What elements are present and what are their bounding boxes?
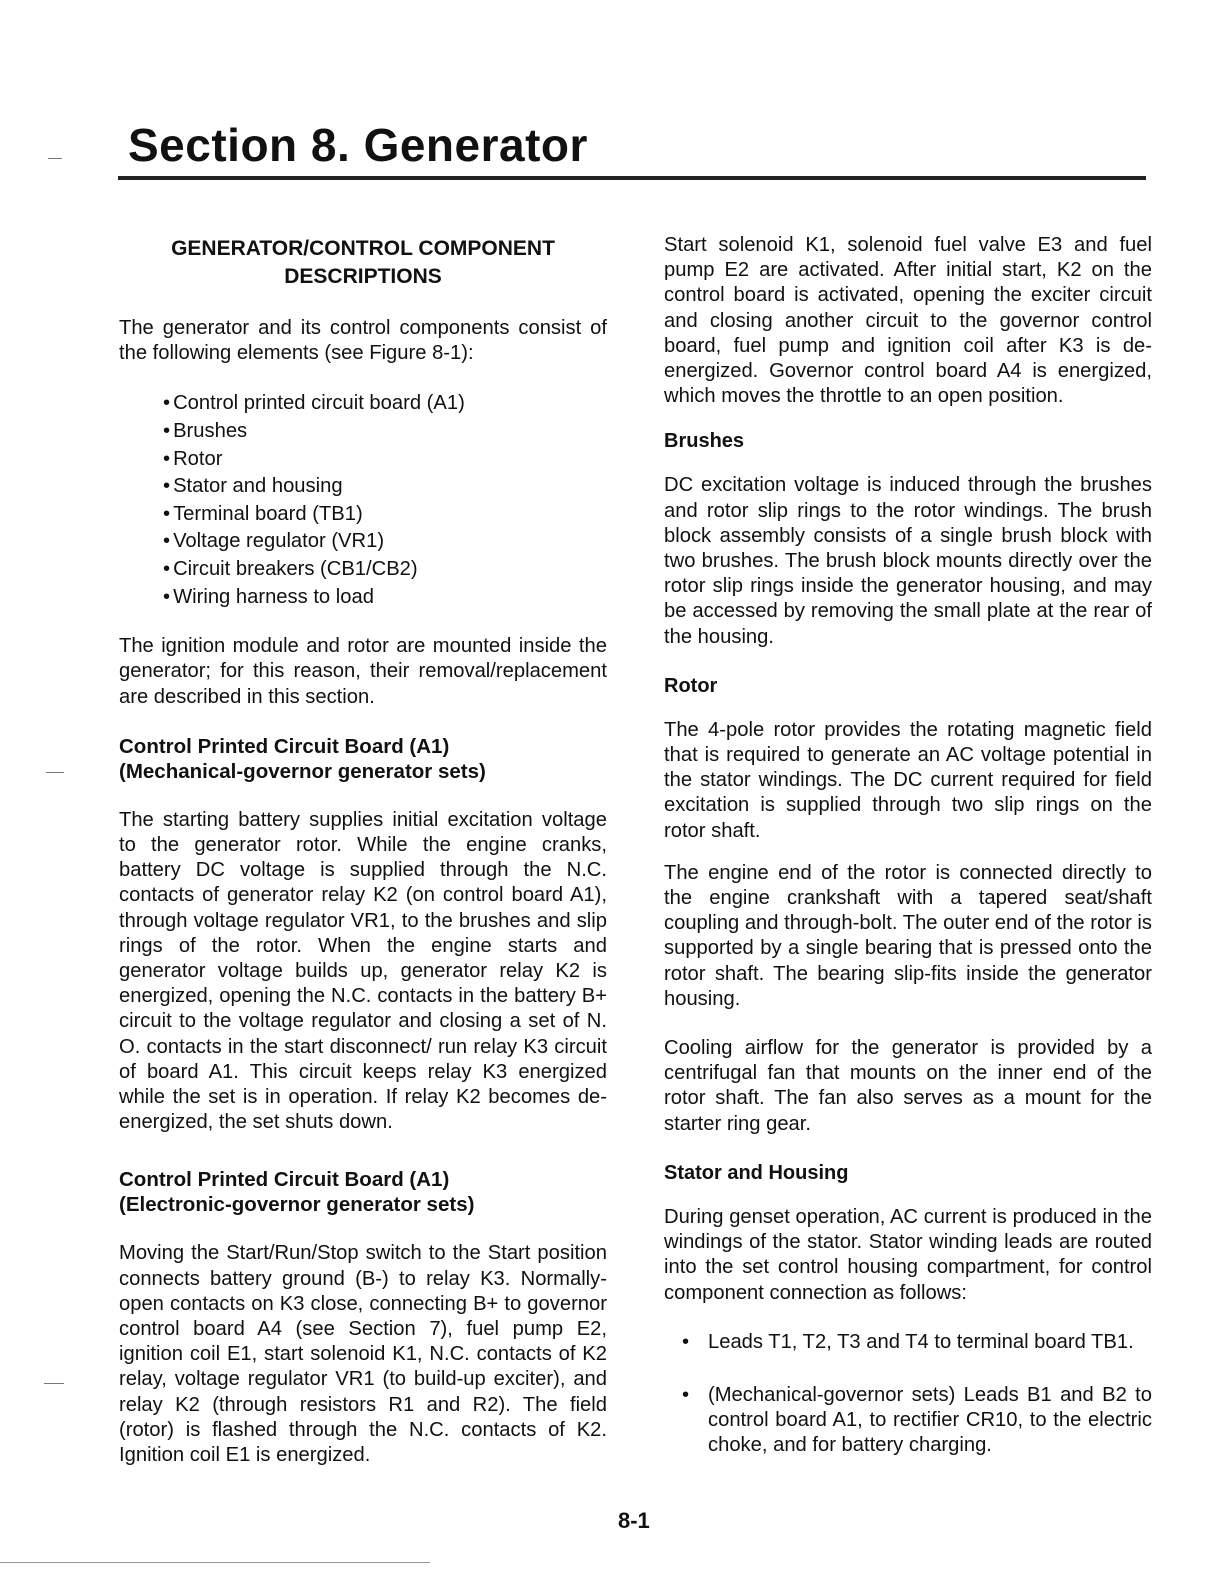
intro-paragraph: The generator and its control components consist of the following elements (see Figure 8-1):	[119, 317, 607, 365]
section-heading-line: DESCRIPTIONS	[284, 265, 442, 288]
right-column	[664, 233, 1152, 1483]
list-item: • Stator and housing	[163, 473, 607, 501]
page-title: Section 8. Generator	[128, 119, 588, 171]
rotor-heading: Rotor	[664, 674, 718, 697]
elec-governor-heading	[119, 1167, 607, 1217]
elec-governor-paragraph: Moving the Start/Run/Stop switch to the Start position connects battery ground (B-) to relay K3. Normally-open contacts on K3 close, connecting B+ to governor control board A4 (see Section 7), fuel pump E2, ignition coil E1, start solenoid K1, N.C. contacts of K2 relay, voltage regulator VR1 (to build-up exciter), and relay K2 (through resistors R1 and R2). The field (rotor) is flashed through the N.C. contacts of K2. Ignition coil E1 is energized.	[119, 1242, 607, 1467]
list-item: • Circuit breakers (CB1/CB2)	[163, 556, 607, 584]
list-item: • Wiring harness to load	[163, 584, 607, 612]
section-heading	[119, 235, 607, 291]
margin-mark	[46, 772, 64, 773]
title-rule	[118, 176, 1146, 180]
heading-line: (Electronic-governor generator sets)	[119, 1193, 475, 1217]
list-item: • Rotor	[163, 446, 607, 474]
continued-paragraph: Start solenoid K1, solenoid fuel valve E3 and fuel pump E2 are activated. After initial start, K2 on the control board is activated, opening the exciter circuit and closing another circuit to the governor control board, fuel pump and ignition coil after K3 is de-energized. Governor control board A4 is energized, which moves the throttle to an open position.	[664, 234, 1152, 408]
left-column	[119, 233, 607, 1492]
scan-edge-line	[0, 1562, 430, 1563]
list-item: • (Mechanical-governor sets) Leads B1 and B2 to control board A1, to rectifier CR10, to the electric choke, and for battery charging.	[682, 1383, 1152, 1459]
stator-paragraph: During genset operation, AC current is produced in the windings of the stator. Stator winding leads are routed into the set control housing compartment, for control component connection as follows:	[664, 1205, 1152, 1304]
heading-line: (Mechanical-governor generator sets)	[119, 759, 486, 783]
list-item: • Voltage regulator (VR1)	[163, 528, 607, 556]
list-item: • Leads T1, T2, T3 and T4 to terminal board TB1.	[682, 1330, 1152, 1355]
list-item: • Control printed circuit board (A1)	[163, 390, 607, 418]
margin-mark	[48, 158, 62, 159]
leads-list	[682, 1330, 1152, 1459]
section-heading-line: GENERATOR/CONTROL COMPONENT	[171, 237, 555, 260]
heading-line: Control Printed Circuit Board (A1)	[119, 1168, 450, 1192]
heading-line: Control Printed Circuit Board (A1)	[119, 734, 450, 758]
brushes-paragraph: DC excitation voltage is induced through the brushes and rotor slip rings to the rotor windings. The brush block assembly consists of a single brush block with two brushes. The brush block mounts directly over the rotor slip rings inside the generator housing, and may be accessed by removing the small plate at the rear of the housing.	[664, 474, 1152, 648]
rotor-paragraph: The 4-pole rotor provides the rotating magnetic field that is required to generate an AC voltage potential in the stator windings. The DC current required for field excitation is supplied through two slip rings on the rotor shaft.	[664, 718, 1152, 842]
rotor-paragraph: Cooling airflow for the generator is provided by a centrifugal fan that mounts on the inner end of the rotor shaft. The fan also serves as a mount for the starter ring gear.	[664, 1037, 1152, 1135]
rotor-paragraph: The engine end of the rotor is connected directly to the engine crankshaft with a tapered seat/shaft coupling and through-bolt. The outer end of the rotor is supported by a single bearing that is pressed onto the rotor shaft. The bearing slip-fits inside the generator housing.	[664, 861, 1152, 1010]
list-item: • Terminal board (TB1)	[163, 501, 607, 529]
margin-mark	[44, 1383, 64, 1384]
component-list	[163, 390, 607, 611]
mech-governor-paragraph: The starting battery supplies initial excitation voltage to the generator rotor. While the engine cranks, battery DC voltage is supplied through the N.C. contacts of generator relay K2 (on control board A1), through voltage regulator VR1, to the brushes and slip rings of the rotor. When the engine starts and generator voltage builds up, generator relay K2 is energized, opening the N.C. contacts in the battery B+ circuit to the voltage regulator and closing a set of N. O. contacts in the start disconnect/ run relay K3 circuit of board A1. This circuit keeps relay K3 energized while the set is in operation. If relay K2 becomes de-energized, the set shuts down.	[119, 808, 607, 1134]
brushes-heading: Brushes	[664, 430, 745, 453]
stator-heading: Stator and Housing	[664, 1161, 849, 1184]
mech-governor-heading	[119, 734, 607, 784]
ignition-paragraph: The ignition module and rotor are mounted inside the generator; for this reason, their removal/replacement are described in this section.	[119, 635, 607, 708]
list-item: • Brushes	[163, 418, 607, 446]
page-number: 8-1	[618, 1508, 650, 1533]
